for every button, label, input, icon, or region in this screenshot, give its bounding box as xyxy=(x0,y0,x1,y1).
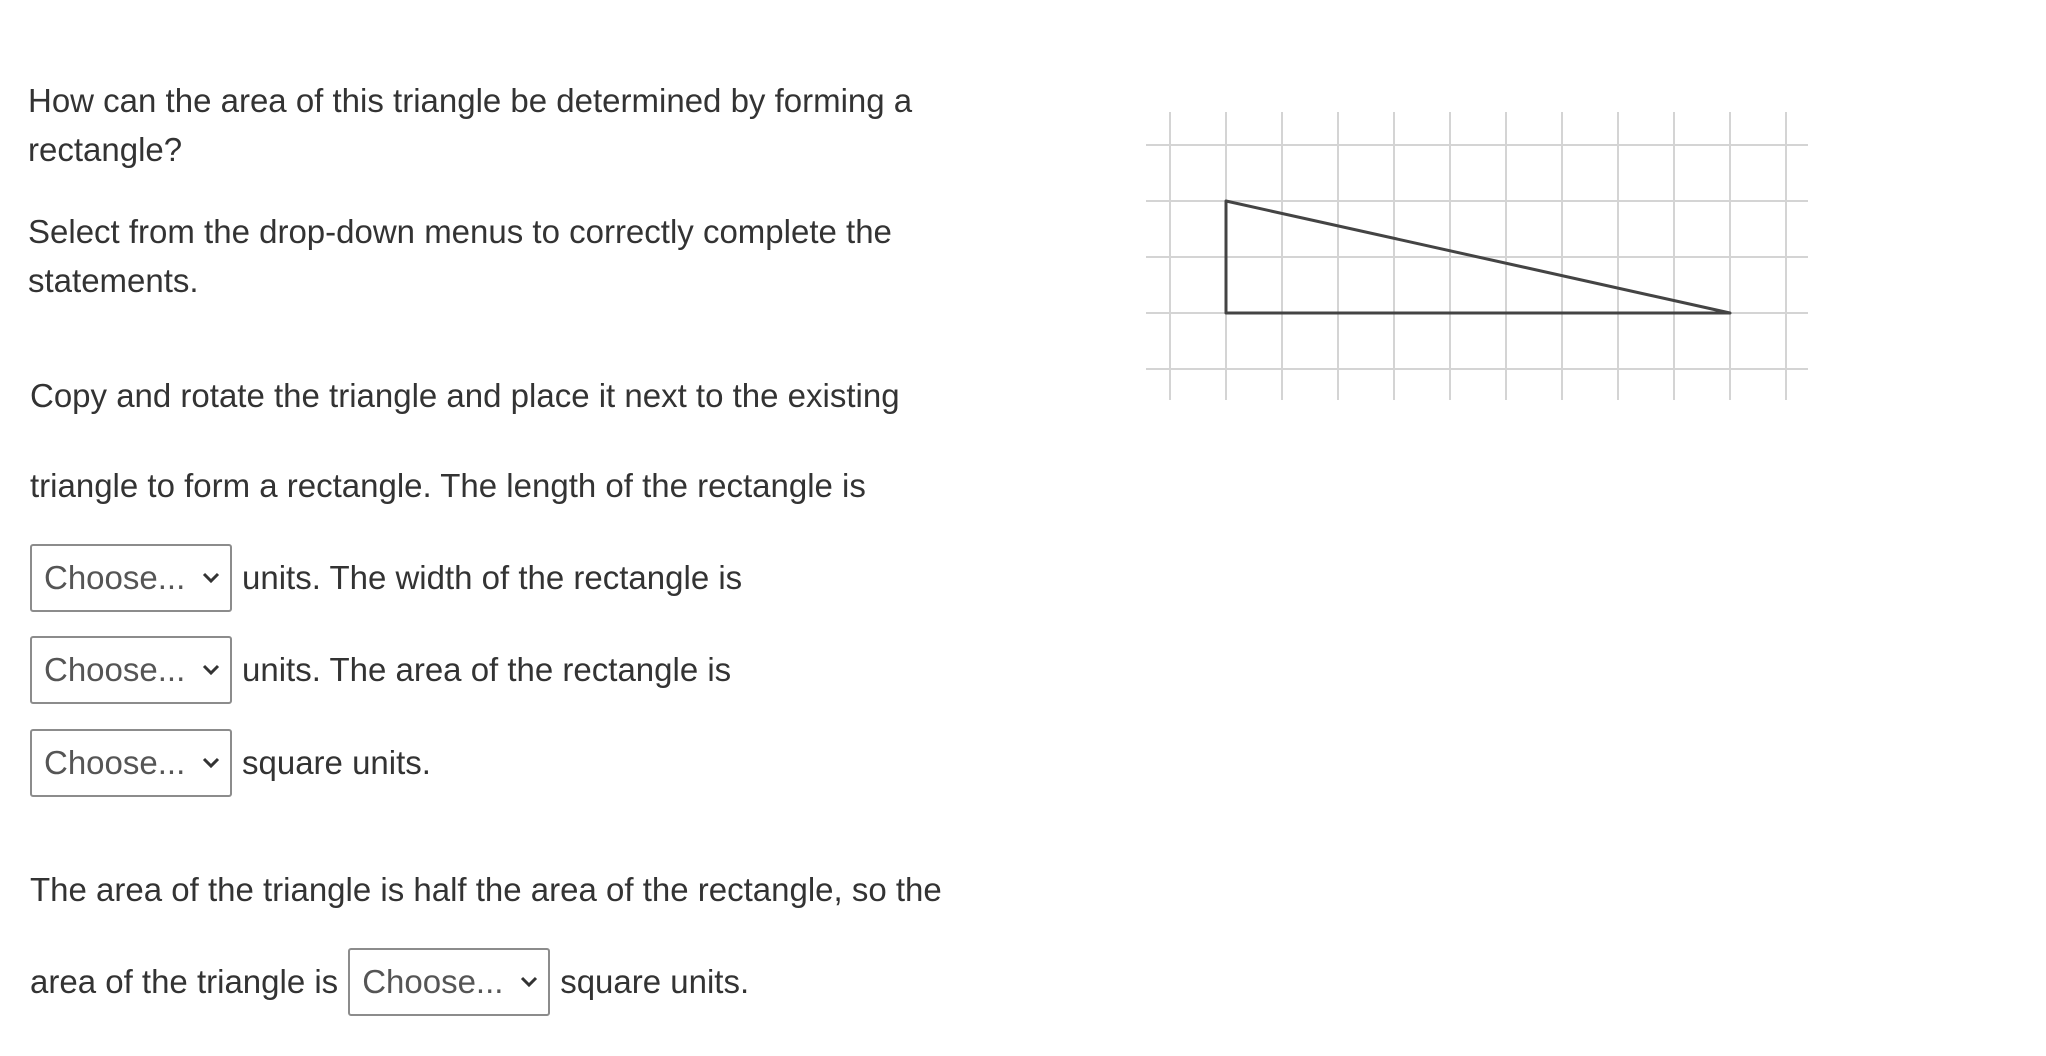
statement-line-3 xyxy=(30,544,742,612)
rectangle-area-dropdown[interactable] xyxy=(30,729,232,797)
question-instructions: Select from the drop-down menus to correctly complete the statements. xyxy=(28,213,892,299)
width-dropdown[interactable] xyxy=(30,636,232,704)
statement-line-7-text: square units. xyxy=(560,963,750,1000)
length-dropdown-value: Choose... xyxy=(44,559,186,596)
statement-line-4-text: units. The area of the rectangle is xyxy=(242,651,732,688)
chevron-down-icon xyxy=(520,976,538,988)
rectangle-area-dropdown-value: Choose... xyxy=(44,744,186,781)
width-dropdown-value: Choose... xyxy=(44,651,186,688)
statement-line-7-prefix: area of the triangle is xyxy=(30,963,339,1000)
triangle-grid-figure xyxy=(1140,110,1820,410)
length-dropdown[interactable] xyxy=(30,544,232,612)
statement-line-1: Copy and rotate the triangle and place it next to the existing xyxy=(30,377,900,414)
triangle-area-dropdown[interactable] xyxy=(348,948,550,1016)
chevron-down-icon xyxy=(202,664,220,676)
statement-line-5 xyxy=(30,729,431,797)
statement-line-6: The area of the triangle is half the area of the rectangle, so the xyxy=(30,871,942,908)
triangle-area-dropdown-value: Choose... xyxy=(362,963,504,1000)
statement-line-3-text: units. The width of the rectangle is xyxy=(242,559,743,596)
statement-line-4 xyxy=(30,636,731,704)
statement-line-2: triangle to form a rectangle. The length of the rectangle is xyxy=(30,467,866,504)
question-prompt: How can the area of this triangle be determined by forming a rectangle? xyxy=(28,82,913,168)
chevron-down-icon xyxy=(202,572,220,584)
chevron-down-icon xyxy=(202,757,220,769)
statement-line-5-text: square units. xyxy=(242,744,431,781)
statement-line-7 xyxy=(30,948,749,1016)
